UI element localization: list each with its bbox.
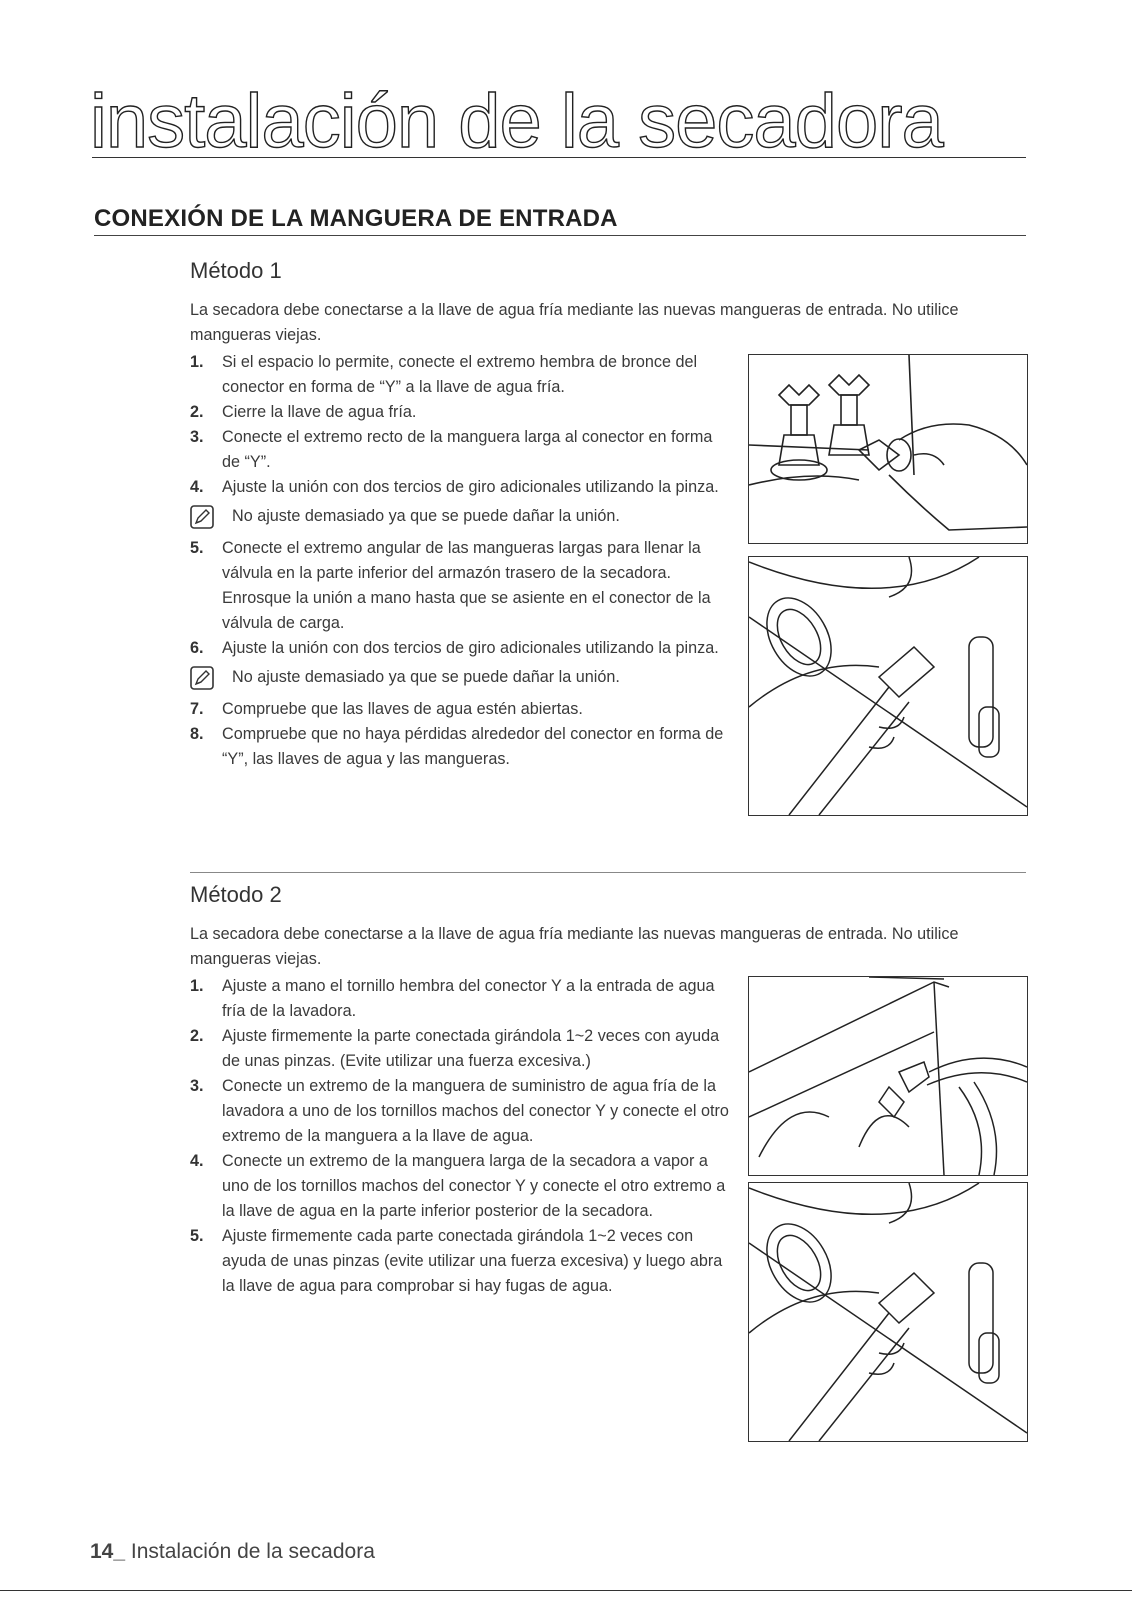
list-item: 4. Conecte un extremo de la manguera larga de la secadora a vapor a uno de los tornillos machos del conector Y y conecte el otro extremo a la llave de agua en la parte inferior posterior de la secadora. (190, 1152, 726, 1220)
note-icon (190, 666, 214, 690)
footer-text: Instalación de la secadora (125, 1540, 375, 1563)
faucet-illustration (749, 355, 1027, 543)
note-icon (190, 505, 214, 529)
note: No ajuste demasiado ya que se puede dañar la unión. (190, 665, 730, 693)
list-item: 1. Ajuste a mano el tornillo hembra del conector Y a la entrada de agua fría de la lavadora. (190, 977, 715, 1020)
method2-title: Método 2 (190, 882, 282, 907)
method2-intro: La secadora debe conectarse a la llave de agua fría mediante las nuevas mangueras de entrada. No utilice mangueras viejas. (190, 925, 959, 968)
washer-inlet-illustration (749, 977, 1027, 1175)
page-footer (90, 1540, 375, 1564)
list-item: 4. Ajuste la unión con dos tercios de giro adicionales utilizando la pinza. (190, 478, 719, 496)
footer-divider (0, 1590, 1132, 1591)
method2-steps (190, 974, 730, 1299)
method1-intro: La secadora debe conectarse a la llave de agua fría mediante las nuevas mangueras de entrada. No utilice mangueras viejas. (190, 301, 959, 344)
list-item: 2. Ajuste firmemente la parte conectada girándola 1~2 veces con ayuda de unas pinzas. (Evite utilizar una fuerza excesiva.) (190, 1027, 720, 1070)
dryer-valve-illustration (749, 1183, 1027, 1441)
page-title: instalación de la secadora (90, 79, 943, 164)
list-item: 6. Ajuste la unión con dos tercios de giro adicionales utilizando la pinza. (190, 639, 719, 657)
method-divider (190, 872, 1026, 873)
list-item: 5. Ajuste firmemente cada parte conectada girándola 1~2 veces con ayuda de unas pinzas (evite utilizar una fuerza excesiva) y luego abra la llave de agua para comprobar si hay fugas de agua. (190, 1227, 723, 1295)
figure-valve-connection (748, 556, 1028, 816)
figure-y-connector-faucets (748, 354, 1028, 544)
list-item: 7. Compruebe que las llaves de agua estén abiertas. (190, 700, 583, 718)
valve-illustration (749, 557, 1027, 815)
section-heading: CONEXIÓN DE LA MANGUERA DE ENTRADA (94, 205, 618, 232)
section-divider (94, 235, 1026, 236)
list-item: 1. Si el espacio lo permite, conecte el extremo hembra de bronce del conector en forma de “Y” a la llave de agua fría. (190, 353, 698, 396)
title-divider (92, 157, 1026, 158)
list-item: 3. Conecte un extremo de la manguera de suministro de agua fría de la lavadora a uno de los tornillos machos del conector Y y conecte el otro extremo de la manguera a la llave de agua. (190, 1077, 729, 1145)
list-item: 8. Compruebe que no haya pérdidas alrededor del conector en forma de “Y”, las llaves de agua y las mangueras. (190, 725, 724, 768)
method1-title: Método 1 (190, 258, 282, 283)
figure-dryer-valve (748, 1182, 1028, 1442)
page-number: 14_ (90, 1540, 126, 1563)
list-item: 2. Cierre la llave de agua fría. (190, 403, 417, 421)
method1-steps (190, 350, 730, 772)
note: No ajuste demasiado ya que se puede dañar la unión. (190, 504, 730, 532)
list-item: 5. Conecte el extremo angular de las mangueras largas para llenar la válvula en la parte inferior del armazón trasero de la secadora. Enrosque la unión a mano hasta que se asiente en el conector de la válvula de carga. (190, 539, 711, 632)
list-item: 3. Conecte el extremo recto de la manguera larga al conector en forma de “Y”. (190, 428, 713, 471)
figure-washer-inlet (748, 976, 1028, 1176)
